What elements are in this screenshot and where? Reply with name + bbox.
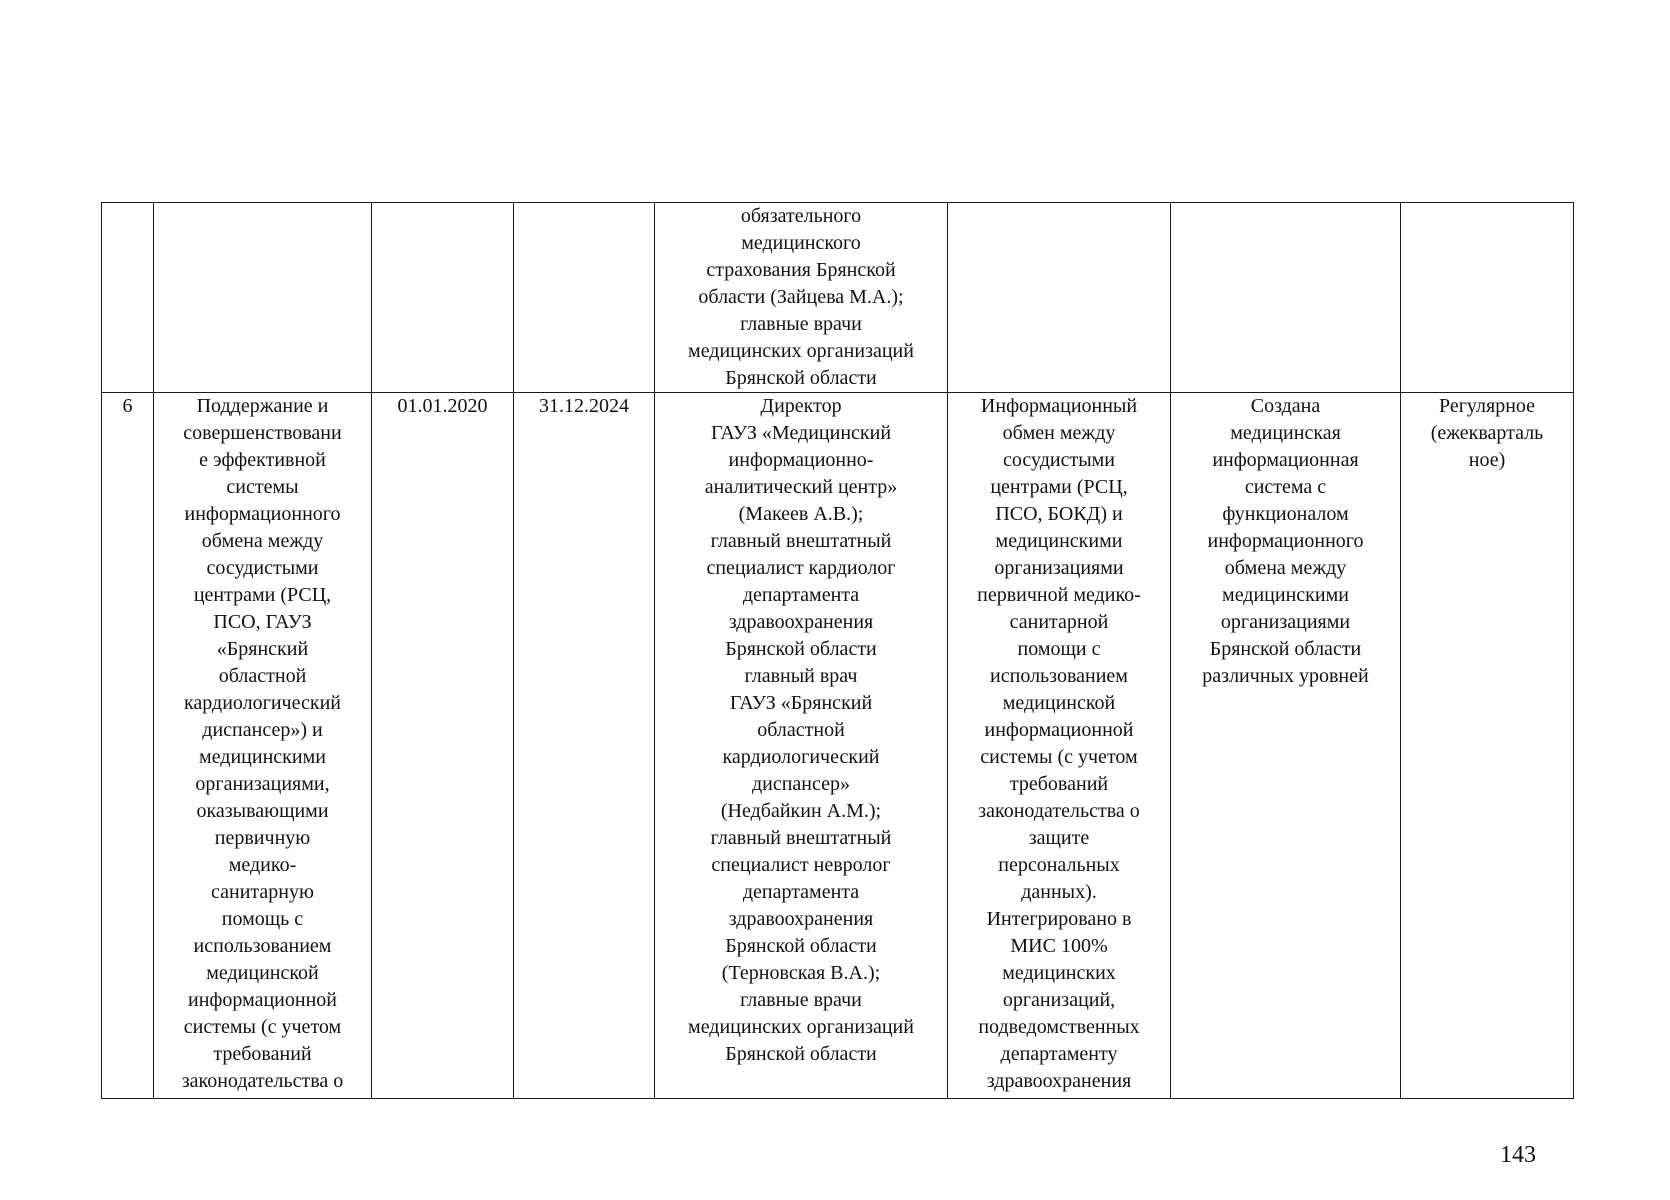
cell-number (102, 203, 154, 393)
cell-start-date: 01.01.2020 (372, 393, 514, 1099)
cell-type (1401, 203, 1574, 393)
cell-responsible: обязательного медицинского страхования Брянской области (Зайцева М.А.); главные врачи медицинских организаций Брянской области (655, 203, 948, 393)
cell-number: 6 (102, 393, 154, 1099)
cell-end-date: 31.12.2024 (514, 393, 655, 1099)
cell-end-date (514, 203, 655, 393)
table-row (102, 393, 1574, 1099)
cell-result: Создана медицинская информационная система с функционалом информационного обмена между медицинскими организациями Брянской области различных уровней (1171, 393, 1401, 1099)
cell-result (1171, 203, 1401, 393)
cell-description (948, 203, 1171, 393)
cell-start-date (372, 203, 514, 393)
cell-activity (154, 203, 372, 393)
table-row (102, 203, 1574, 393)
activity-table (101, 202, 1574, 1099)
cell-type: Регулярное (ежекварталь ное) (1401, 393, 1574, 1099)
page-number: 143 (1500, 1142, 1536, 1168)
cell-responsible: Директор ГАУЗ «Медицинский информационно- аналитический центр» (Макеев А.В.); главный внештатный специалист кардиолог департамента здравоохранения Брянской области главный врач ГАУЗ «Брянский областной кардиологический диспансер» (Недбайкин А.М.); главный внештатный специалист невролог департамента здравоохранения Брянской области (Терновская В.А.); главные врачи медицинских организаций Брянской области (655, 393, 948, 1099)
cell-description: Информационный обмен между сосудистыми центрами (РСЦ, ПСО, БОКД) и медицинскими организациями первичной медико- санитарной помощи с использованием медицинской информационной системы (с учетом требований законодательства о защите персональных данных). Интегрировано в МИС 100% медицинских организаций, подведомственных департаменту здравоохранения (948, 393, 1171, 1099)
cell-activity: Поддержание и совершенствовани е эффективной системы информационного обмена между сосудистыми центрами (РСЦ, ПСО, ГАУЗ «Брянский областной кардиологический диспансер») и медицинскими организациями, оказывающими первичную медико- санитарную помощь с использованием медицинской информационной системы (с учетом требований законодательства о (154, 393, 372, 1099)
